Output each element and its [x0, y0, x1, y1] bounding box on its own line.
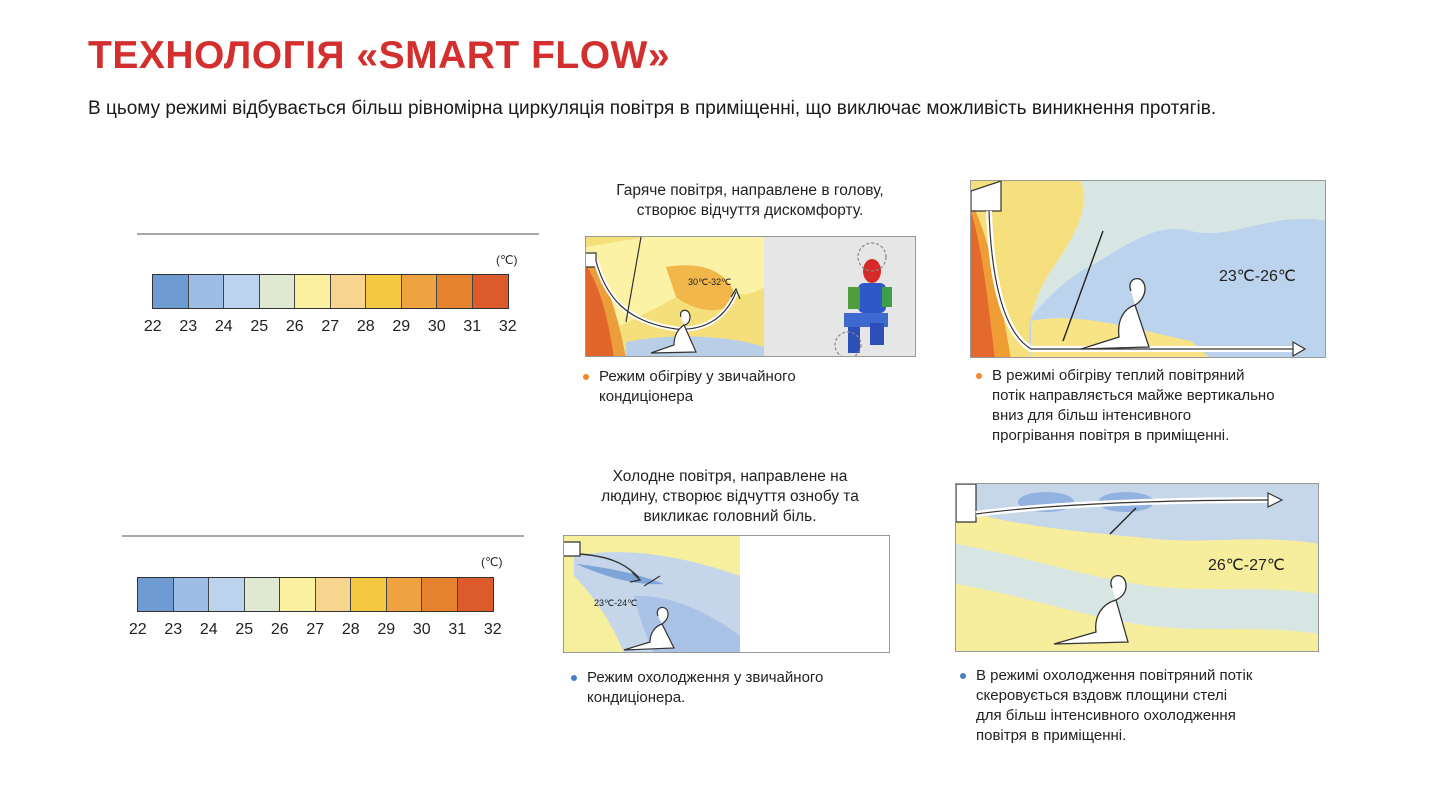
- scale-unit-bottom: (℃): [481, 555, 503, 569]
- cooling-regular-diagram: [563, 535, 890, 653]
- scale-tick: 23: [179, 318, 198, 335]
- heating-regular-temp: 30℃-32℃: [688, 277, 732, 287]
- scale-cell: [473, 275, 509, 308]
- cooling-smart-temp: 26℃-27℃: [1208, 557, 1285, 574]
- scale-tick: 28: [341, 621, 360, 638]
- cooling-bullet: [960, 673, 966, 679]
- cooling-callout: Холодне повітря, направлене на людину, створює відчуття ознобу та викликає головний біль.: [601, 468, 859, 525]
- cooling-bullet: [571, 675, 577, 681]
- scale-cell: [387, 578, 423, 611]
- cooling-smart-diagram: [955, 483, 1319, 652]
- heating-regular-diagram: [585, 236, 916, 357]
- scale-cell: [437, 275, 473, 308]
- scale-tick: 24: [199, 621, 218, 638]
- heating-smart-temp: 23℃-26℃: [1219, 268, 1296, 285]
- scale-cell: [224, 275, 260, 308]
- scale-cell: [280, 578, 316, 611]
- scale-tick: 23: [164, 621, 183, 638]
- heating-bullet: [583, 374, 589, 380]
- scale-tick: 30: [412, 621, 431, 638]
- scale-cell: [174, 578, 210, 611]
- heating-callout: Гаряче повітря, направлене в голову, створює відчуття дискомфорту.: [616, 182, 884, 219]
- scale-cell: [295, 275, 331, 308]
- scale-cell: [153, 275, 189, 308]
- cooling-regular-note: Режим охолодження у звичайного кондиціонера.: [587, 668, 887, 708]
- scale-ticks-bottom: [120, 621, 511, 639]
- legend-divider-top: [137, 233, 539, 235]
- scale-cell: [245, 578, 281, 611]
- temperature-scale-top: [152, 274, 509, 309]
- scale-cell: [422, 578, 458, 611]
- scale-tick: 26: [270, 621, 289, 638]
- scale-ticks-top: [135, 318, 526, 336]
- scale-tick: 25: [250, 318, 269, 335]
- scale-cell: [331, 275, 367, 308]
- temperature-scale-bottom: [137, 577, 494, 612]
- scale-cell: [138, 578, 174, 611]
- scale-cell: [458, 578, 494, 611]
- scale-tick: 32: [498, 318, 517, 335]
- page-title: ТЕХНОЛОГІЯ «SMART FLOW»: [88, 34, 671, 77]
- heating-smart-note: В режимі обігріву теплий повітряний потік направляється майже вертикально вниз для більш інтенсивного прогрівання повітря в приміщенні.: [992, 366, 1372, 446]
- intro-paragraph: В цьому режимі відбувається більш рівномірна циркуляція повітря в приміщенні, що виключає можливість виникнення протягів.: [88, 98, 1217, 119]
- legend-divider-bottom: [122, 535, 524, 537]
- scale-tick: 31: [448, 621, 467, 638]
- scale-tick: 24: [214, 318, 233, 335]
- scale-unit-top: (℃): [496, 253, 518, 267]
- scale-cell: [402, 275, 438, 308]
- scale-cell: [209, 578, 245, 611]
- scale-tick: 28: [356, 318, 375, 335]
- scale-cell: [351, 578, 387, 611]
- scale-cell: [316, 578, 352, 611]
- scale-tick: 30: [427, 318, 446, 335]
- scale-tick: 27: [306, 621, 325, 638]
- scale-cell: [260, 275, 296, 308]
- heating-regular-note: Режим обігріву у звичайного кондиціонера: [599, 367, 879, 407]
- heating-bullet: [976, 373, 982, 379]
- cooling-smart-note: В режимі охолодження повітряний потік скеровується вздовж площини стелі для більш інтенсивного охолодження повітря в приміщенні.: [976, 666, 1366, 746]
- scale-tick: 26: [285, 318, 304, 335]
- scale-cell: [366, 275, 402, 308]
- scale-tick: 32: [483, 621, 502, 638]
- heating-smart-diagram: [970, 180, 1326, 358]
- scale-tick: 22: [143, 318, 162, 335]
- scale-tick: 22: [128, 621, 147, 638]
- scale-tick: 31: [463, 318, 482, 335]
- scale-tick: 29: [377, 621, 396, 638]
- scale-tick: 29: [392, 318, 411, 335]
- scale-tick: 25: [235, 621, 254, 638]
- scale-tick: 27: [321, 318, 340, 335]
- scale-cell: [189, 275, 225, 308]
- cooling-regular-temp: 23℃-24℃: [594, 598, 638, 608]
